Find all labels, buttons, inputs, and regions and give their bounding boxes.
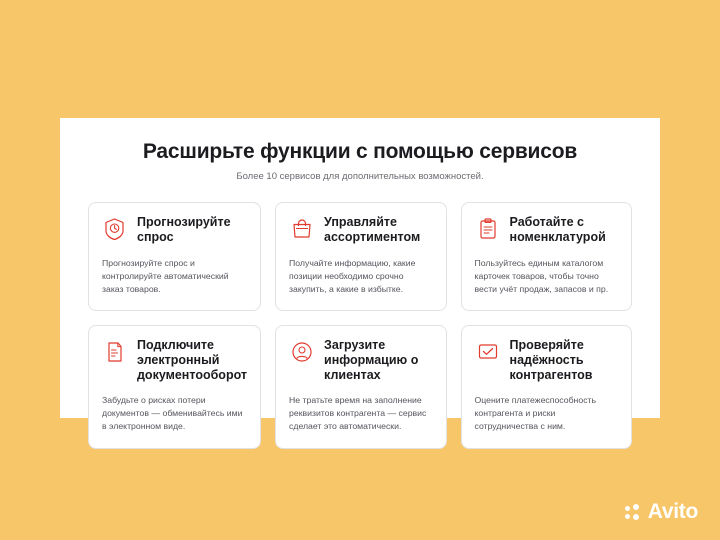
service-tile-clients[interactable] bbox=[275, 325, 446, 449]
service-text: Оцените платежеспособность контрагента и риски сотрудничества с ним. bbox=[474, 395, 597, 432]
service-tile-edo[interactable] bbox=[88, 325, 261, 449]
page-subtitle: Более 10 сервисов для дополнительных возможностей. bbox=[236, 171, 484, 182]
service-tile-nomenclature[interactable] bbox=[461, 202, 632, 311]
service-title: Загрузите информацию о клиентах bbox=[324, 337, 419, 383]
services-grid bbox=[88, 202, 632, 449]
service-title: Прогнозируйте спрос bbox=[137, 215, 231, 245]
service-text: Получайте информацию, какие позиции необходимо срочно закупить, а какие в избытке. bbox=[289, 257, 416, 294]
services-panel bbox=[60, 118, 660, 432]
avito-dots-icon bbox=[625, 504, 642, 521]
service-text: Забудьте о рисках потери документов — обменивайтесь ими в электронном виде. bbox=[102, 395, 243, 432]
service-text: Прогнозируйте спрос и контролируйте автоматический заказ товаров. bbox=[102, 257, 229, 294]
service-title: Подключите электронный документооборот bbox=[137, 337, 248, 383]
user-upload-icon bbox=[289, 339, 315, 365]
document-exchange-icon bbox=[102, 339, 128, 365]
service-title: Проверяйте надёжность контрагентов bbox=[509, 337, 593, 383]
service-text: Не тратьте время на заполнение реквизитов контрагента — сервис сделает это автоматически. bbox=[289, 395, 427, 432]
clipboard-list-icon bbox=[475, 216, 501, 242]
shopping-bag-icon bbox=[289, 216, 315, 242]
service-title: Работайте с номенклатурой bbox=[509, 215, 606, 245]
service-title: Управляйте ассортиментом bbox=[324, 215, 421, 245]
service-tile-forecast[interactable] bbox=[88, 202, 261, 311]
service-text: Пользуйтесь единым каталогом карточек товаров, чтобы точно вести учёт продаж, запасов и пр. bbox=[474, 257, 609, 294]
service-tile-counterparties[interactable] bbox=[461, 325, 632, 449]
avito-watermark-label: Avito bbox=[647, 500, 698, 523]
page-title: Расширьте функции с помощью сервисов bbox=[142, 140, 578, 163]
service-tile-assortment[interactable] bbox=[275, 202, 446, 311]
shield-check-icon bbox=[475, 339, 501, 365]
avito-watermark bbox=[625, 500, 698, 524]
forecast-chart-icon bbox=[102, 216, 128, 242]
